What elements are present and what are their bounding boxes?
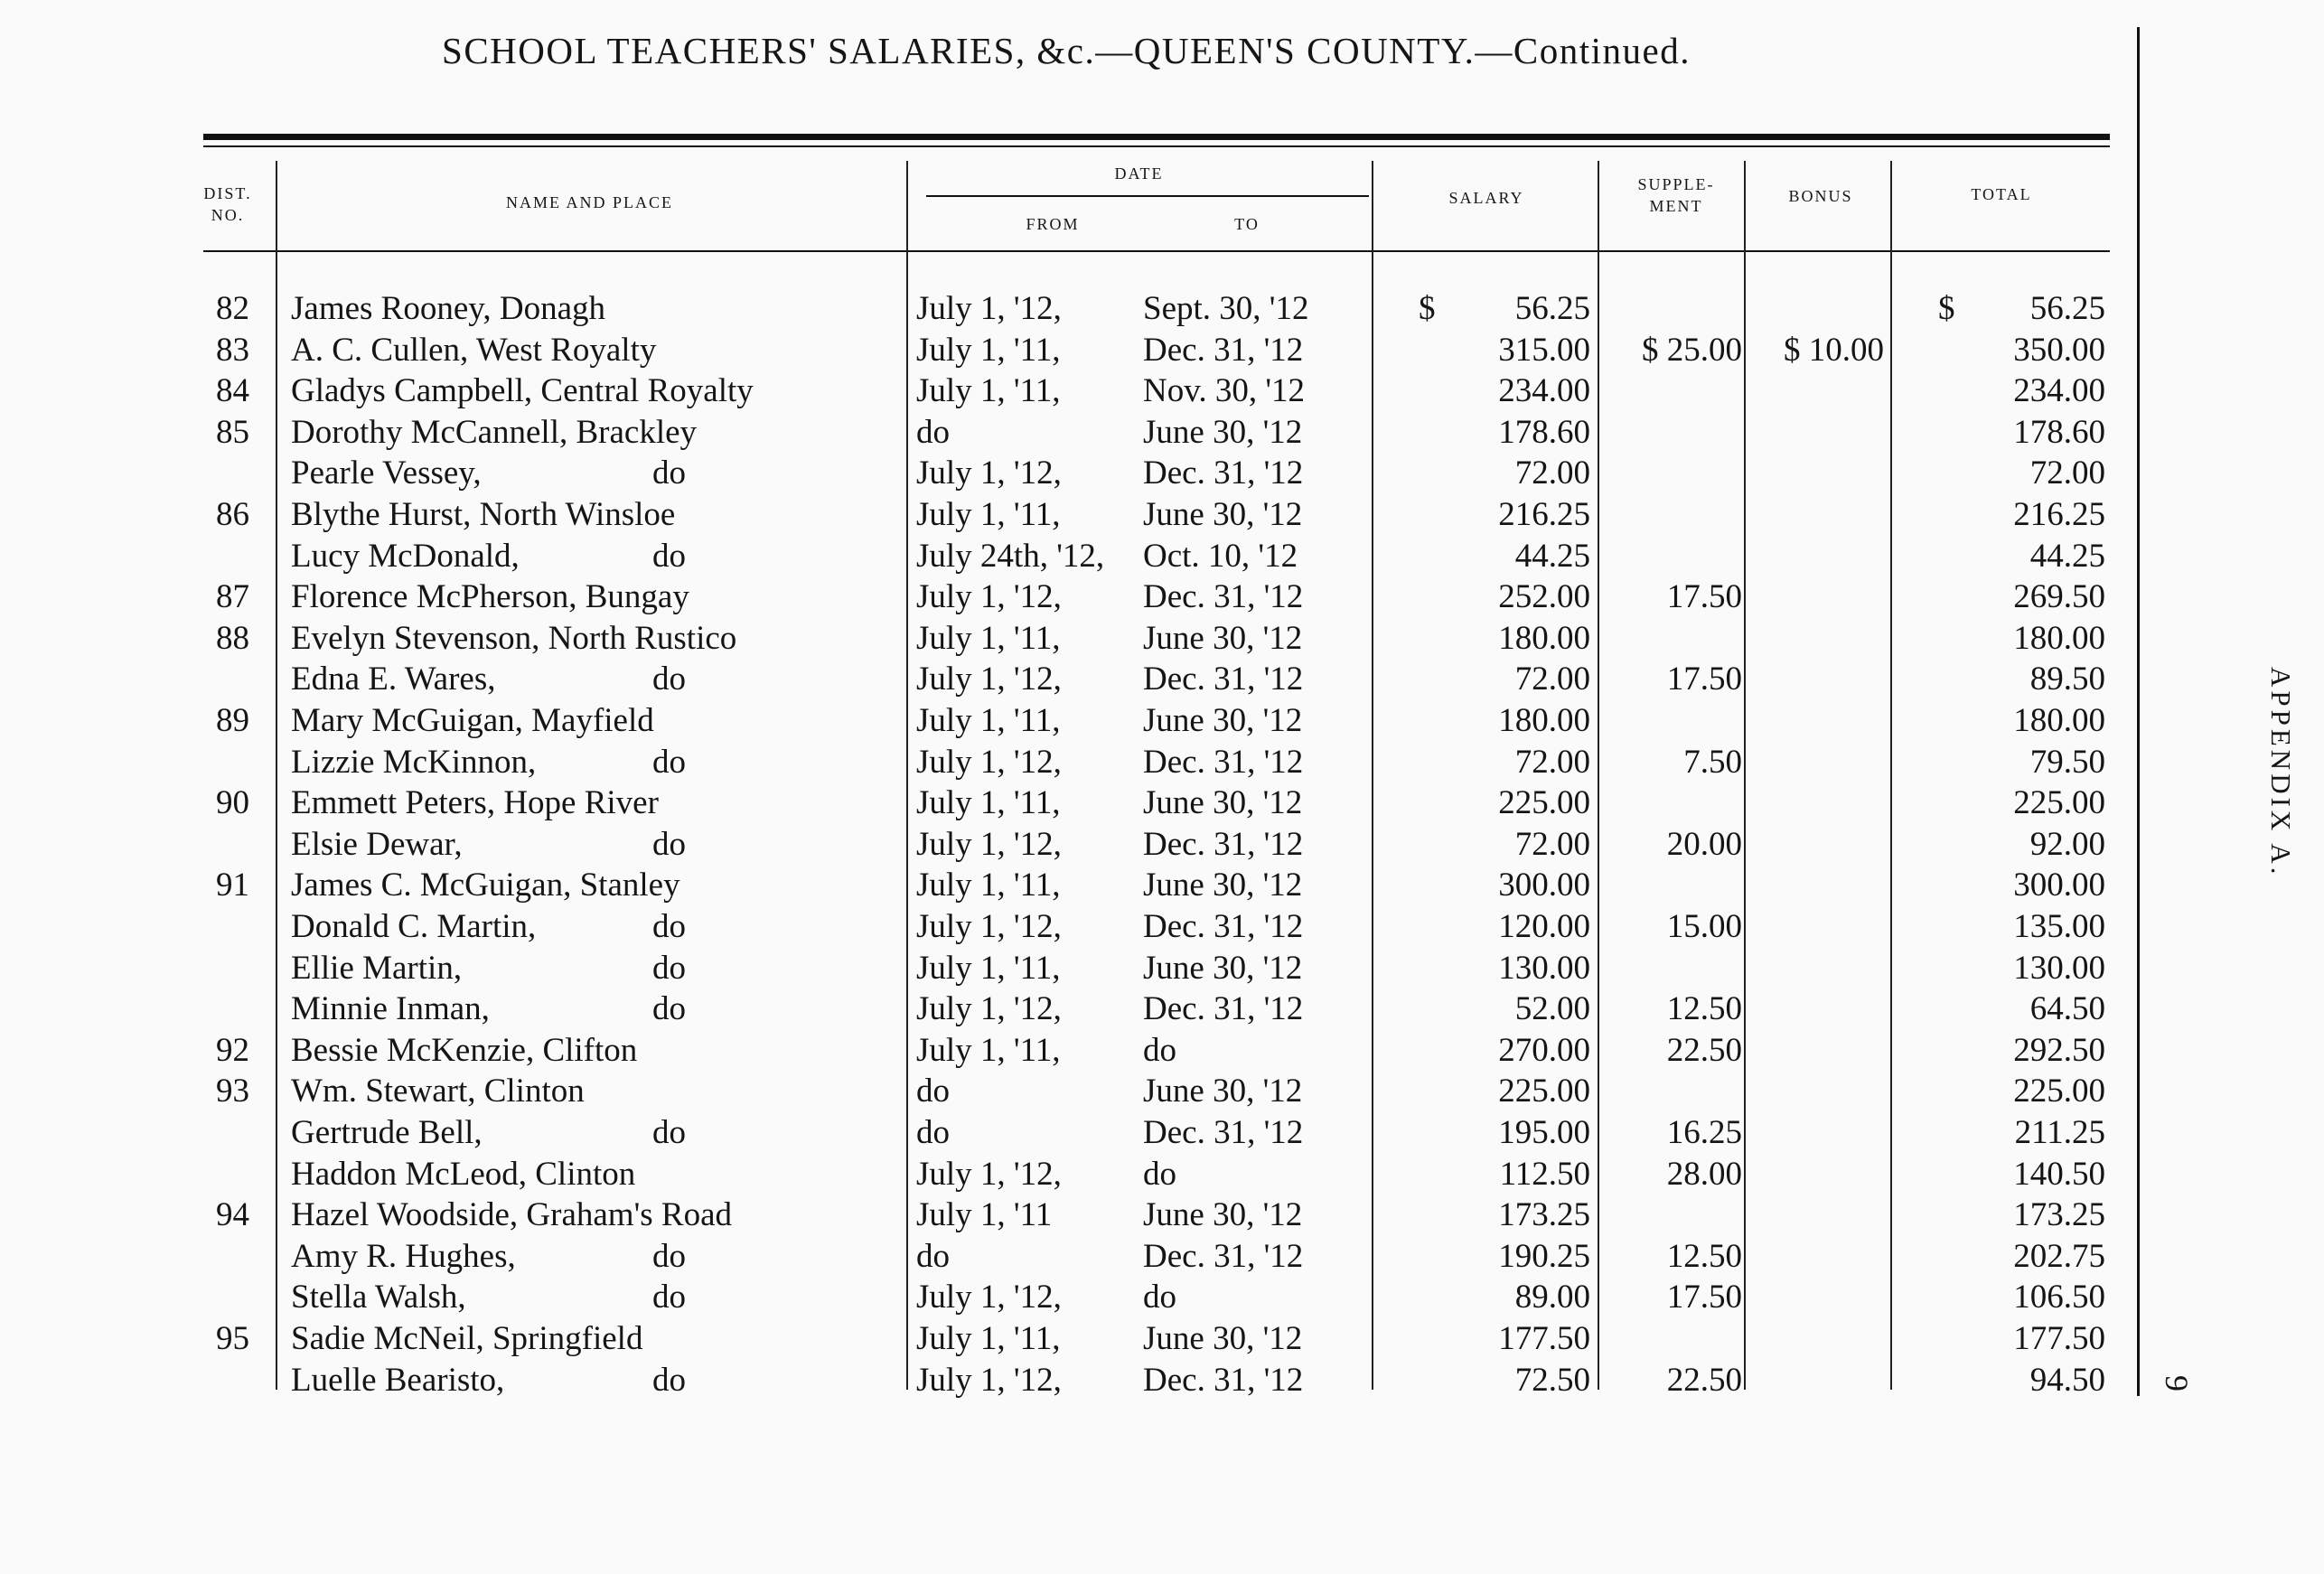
table-row <box>0 1195 2169 1235</box>
salary-value: 44.25 <box>1514 537 1590 575</box>
date-from: do <box>916 1114 950 1151</box>
total-value: 292.50 <box>2013 1031 2105 1069</box>
place-ditto: do <box>652 949 686 987</box>
salary-value: 56.25 <box>1514 290 1590 327</box>
date-from: July 1, '11, <box>916 331 1061 369</box>
date-to: June 30, '12 <box>1143 784 1303 822</box>
total-value: 180.00 <box>2013 702 2105 739</box>
supplement-value: 20.00 <box>1666 825 1742 863</box>
date-to: Dec. 31, '12 <box>1143 825 1304 863</box>
dist-number: 93 <box>216 1073 249 1110</box>
supplement-value: 12.50 <box>1666 990 1742 1028</box>
table-row <box>0 1154 2169 1195</box>
supplement-value: 7.50 <box>1683 743 1742 781</box>
date-from: July 1, '11, <box>916 619 1061 657</box>
dist-number: 95 <box>216 1320 249 1357</box>
teacher-name: Minnie Inman, <box>291 990 490 1028</box>
total-value: 177.50 <box>2013 1320 2105 1357</box>
supplement-value: 16.25 <box>1666 1114 1742 1151</box>
date-to: June 30, '12 <box>1143 619 1303 657</box>
teacher-name: Wm. Stewart, Clinton <box>291 1073 585 1110</box>
table-row <box>0 1318 2169 1359</box>
salary-value: 234.00 <box>1498 372 1590 410</box>
table-row <box>0 782 2169 823</box>
salary-value: 216.25 <box>1498 496 1590 533</box>
teacher-name: Luelle Bearisto, <box>291 1361 505 1399</box>
teacher-name: Blythe Hurst, North Winsloe <box>291 496 676 533</box>
total-dollar-sign: $ <box>1938 290 1955 327</box>
salary-value: 252.00 <box>1498 578 1590 616</box>
date-to: Dec. 31, '12 <box>1143 454 1304 492</box>
date-from: July 1, '12, <box>916 290 1062 327</box>
salary-value: 72.00 <box>1514 743 1590 781</box>
place-ditto: do <box>652 1361 686 1399</box>
table-row <box>0 370 2169 411</box>
date-to: June 30, '12 <box>1143 496 1303 533</box>
date-from: July 1, '12, <box>916 1361 1062 1399</box>
salary-value: 72.50 <box>1514 1361 1590 1399</box>
total-value: 180.00 <box>2013 619 2105 657</box>
total-value: 178.60 <box>2013 413 2105 451</box>
page-number: 9 <box>2159 1375 2195 1391</box>
table-row <box>0 1112 2169 1153</box>
date-to: Nov. 30, '12 <box>1143 372 1305 410</box>
date-from: July 1, '11, <box>916 496 1061 533</box>
dist-number: 85 <box>216 413 249 451</box>
teacher-name: Dorothy McCannell, Brackley <box>291 413 698 451</box>
date-to: June 30, '12 <box>1143 413 1303 451</box>
salary-value: 178.60 <box>1498 413 1590 451</box>
table-row <box>0 1030 2169 1071</box>
total-value: 202.75 <box>2013 1237 2105 1275</box>
header-bonus: BONUS <box>1788 187 1853 205</box>
page-title: SCHOOL TEACHERS' SALARIES, &c.—QUEEN'S COUNTY.—Continued. <box>442 30 1691 71</box>
header-top-rule-thin <box>203 145 2110 147</box>
teacher-name: Edna E. Wares, <box>291 661 496 698</box>
total-value: 140.50 <box>2013 1155 2105 1193</box>
date-to: do <box>1143 1279 1176 1316</box>
place-ditto: do <box>652 990 686 1028</box>
dist-number: 87 <box>216 578 249 616</box>
table-row <box>0 453 2169 493</box>
teacher-name: Bessie McKenzie, Clifton <box>291 1031 638 1069</box>
place-ditto: do <box>652 1279 686 1316</box>
table-row <box>0 659 2169 699</box>
header-top-rule-thick <box>203 134 2110 140</box>
place-ditto: do <box>652 908 686 945</box>
date-from: July 1, '11, <box>916 1320 1061 1357</box>
salary-value: 315.00 <box>1498 331 1590 369</box>
supplement-value: 28.00 <box>1666 1155 1742 1193</box>
teacher-name: Florence McPherson, Bungay <box>291 578 689 616</box>
dist-number: 94 <box>216 1196 249 1234</box>
total-value: 79.50 <box>2029 743 2105 781</box>
dist-number: 90 <box>216 784 249 822</box>
total-value: 89.50 <box>2029 661 2105 698</box>
teacher-name: Elsie Dewar, <box>291 825 463 863</box>
header-supplement-line2: MENT <box>1649 197 1703 215</box>
date-from: July 1, '11, <box>916 372 1061 410</box>
date-to: June 30, '12 <box>1143 702 1303 739</box>
teacher-name: Stella Walsh, <box>291 1279 466 1316</box>
table-row <box>0 865 2169 905</box>
date-from: do <box>916 1237 950 1275</box>
date-to: Dec. 31, '12 <box>1143 908 1304 945</box>
supplement-value: 17.50 <box>1666 1279 1742 1316</box>
date-from: July 1, '12, <box>916 1279 1062 1316</box>
total-value: 135.00 <box>2013 908 2105 945</box>
salary-dollar-sign: $ <box>1419 290 1436 327</box>
total-value: 225.00 <box>2013 784 2105 822</box>
total-value: 216.25 <box>2013 496 2105 533</box>
total-value: 350.00 <box>2013 331 2105 369</box>
teacher-name: Haddon McLeod, Clinton <box>291 1155 636 1193</box>
teacher-name: Emmett Peters, Hope River <box>291 784 659 822</box>
date-to: Dec. 31, '12 <box>1143 1361 1304 1399</box>
date-from: do <box>916 413 950 451</box>
total-value: 130.00 <box>2013 949 2105 987</box>
dist-number: 83 <box>216 331 249 369</box>
teacher-name: Hazel Woodside, Graham's Road <box>291 1196 732 1234</box>
salary-value: 180.00 <box>1498 702 1590 739</box>
date-to: Dec. 31, '12 <box>1143 578 1304 616</box>
date-from: July 1, '11, <box>916 867 1061 904</box>
header-from: FROM <box>1026 215 1080 233</box>
place-ditto: do <box>652 743 686 781</box>
date-to: Dec. 31, '12 <box>1143 661 1304 698</box>
supplement-value: 22.50 <box>1666 1031 1742 1069</box>
date-from: July 1, '11, <box>916 702 1061 739</box>
total-value: 234.00 <box>2013 372 2105 410</box>
table-row <box>0 330 2169 370</box>
table-row <box>0 1071 2169 1111</box>
header-supplement <box>1604 173 1748 217</box>
supplement-value: 12.50 <box>1666 1237 1742 1275</box>
date-to: do <box>1143 1031 1176 1069</box>
teacher-name: Gertrude Bell, <box>291 1114 483 1151</box>
total-value: 300.00 <box>2013 867 2105 904</box>
total-value: 211.25 <box>2014 1114 2105 1151</box>
total-value: 269.50 <box>2013 578 2105 616</box>
salary-value: 173.25 <box>1498 1196 1590 1234</box>
salary-value: 225.00 <box>1498 784 1590 822</box>
date-to: do <box>1143 1155 1176 1193</box>
dist-number: 82 <box>216 290 249 327</box>
header-date-underline <box>926 195 1369 197</box>
date-to: Oct. 10, '12 <box>1143 537 1298 575</box>
salary-value: 52.00 <box>1514 990 1590 1028</box>
total-value: 225.00 <box>2013 1073 2105 1110</box>
teacher-name: James C. McGuigan, Stanley <box>291 867 680 904</box>
teacher-name: Lucy McDonald, <box>291 537 520 575</box>
total-value: 92.00 <box>2029 825 2105 863</box>
salary-value: 130.00 <box>1498 949 1590 987</box>
table-row <box>0 288 2169 329</box>
salary-value: 177.50 <box>1498 1320 1590 1357</box>
total-value: 106.50 <box>2013 1279 2105 1316</box>
header-name-place: NAME AND PLACE <box>505 193 673 211</box>
header-salary: SALARY <box>1448 189 1524 207</box>
dist-number: 86 <box>216 496 249 533</box>
table-row <box>0 700 2169 741</box>
salary-value: 89.00 <box>1514 1279 1590 1316</box>
date-to: June 30, '12 <box>1143 867 1303 904</box>
teacher-name: James Rooney, Donagh <box>291 290 606 327</box>
date-to: Dec. 31, '12 <box>1143 990 1304 1028</box>
date-from: July 1, '11, <box>916 784 1061 822</box>
table-row <box>0 494 2169 535</box>
salary-value: 72.00 <box>1514 454 1590 492</box>
teacher-name: Amy R. Hughes, <box>291 1237 516 1275</box>
teacher-name: Sadie McNeil, Springfield <box>291 1320 643 1357</box>
date-to: Dec. 31, '12 <box>1143 331 1304 369</box>
supplement-value: 17.50 <box>1666 661 1742 698</box>
dist-number: 88 <box>216 619 249 657</box>
salary-value: 225.00 <box>1498 1073 1590 1110</box>
date-to: June 30, '12 <box>1143 1073 1303 1110</box>
date-from: July 1, '12, <box>916 454 1062 492</box>
place-ditto: do <box>652 661 686 698</box>
table-row <box>0 906 2169 947</box>
appendix-label: APPENDIX A. <box>2265 667 2297 878</box>
header-supplement-line1: SUPPLE- <box>1637 175 1715 193</box>
header-to: TO <box>1234 215 1260 233</box>
date-to: Sept. 30, '12 <box>1143 290 1309 327</box>
table-row <box>0 742 2169 782</box>
total-value: 64.50 <box>2029 990 2105 1028</box>
salary-value: 72.00 <box>1514 825 1590 863</box>
teacher-name: Donald C. Martin, <box>291 908 537 945</box>
total-value: 173.25 <box>2013 1196 2105 1234</box>
header-total: TOTAL <box>1971 185 2032 203</box>
date-from: do <box>916 1073 950 1110</box>
header-dist-line1: DIST. <box>203 184 252 202</box>
date-from: July 1, '12, <box>916 578 1062 616</box>
supplement-value: 15.00 <box>1666 908 1742 945</box>
dist-number: 91 <box>216 867 249 904</box>
table-row <box>0 824 2169 865</box>
salary-value: 180.00 <box>1498 619 1590 657</box>
table-row <box>0 1277 2169 1317</box>
table-row <box>0 536 2169 576</box>
teacher-name: Pearle Vessey, <box>291 454 482 492</box>
dist-number: 84 <box>216 372 249 410</box>
total-value: 56.25 <box>2029 290 2105 327</box>
salary-value: 72.00 <box>1514 661 1590 698</box>
table-row <box>0 576 2169 617</box>
date-from: July 24th, '12, <box>916 537 1105 575</box>
teacher-name: Ellie Martin, <box>291 949 463 987</box>
table-row <box>0 618 2169 659</box>
total-value: 94.50 <box>2029 1361 2105 1399</box>
salary-value: 270.00 <box>1498 1031 1590 1069</box>
table-row <box>0 1360 2169 1401</box>
header-dist-no <box>192 183 264 226</box>
teacher-name: Lizzie McKinnon, <box>291 743 537 781</box>
salary-value: 120.00 <box>1498 908 1590 945</box>
place-ditto: do <box>652 825 686 863</box>
table-row <box>0 1236 2169 1277</box>
table-row <box>0 988 2169 1029</box>
supplement-value: 17.50 <box>1666 578 1742 616</box>
date-from: July 1, '11, <box>916 949 1061 987</box>
date-to: Dec. 31, '12 <box>1143 743 1304 781</box>
header-bottom-rule <box>203 250 2110 252</box>
teacher-name: Evelyn Stevenson, North Rustico <box>291 619 737 657</box>
dist-number: 92 <box>216 1031 249 1069</box>
total-value: 72.00 <box>2029 454 2105 492</box>
date-from: July 1, '12, <box>916 743 1062 781</box>
date-to: June 30, '12 <box>1143 1320 1303 1357</box>
date-to: Dec. 31, '12 <box>1143 1237 1304 1275</box>
salary-value: 190.25 <box>1498 1237 1590 1275</box>
place-ditto: do <box>652 1114 686 1151</box>
dist-number: 89 <box>216 702 249 739</box>
date-to: June 30, '12 <box>1143 1196 1303 1234</box>
date-from: July 1, '12, <box>916 661 1062 698</box>
bonus-value: $ 10.00 <box>1784 331 1884 369</box>
date-from: July 1, '12, <box>916 825 1062 863</box>
table-row <box>0 948 2169 988</box>
date-to: Dec. 31, '12 <box>1143 1114 1304 1151</box>
date-from: July 1, '12, <box>916 908 1062 945</box>
teacher-name: Mary McGuigan, Mayfield <box>291 702 654 739</box>
teacher-name: A. C. Cullen, West Royalty <box>291 331 657 369</box>
date-from: July 1, '12, <box>916 1155 1062 1193</box>
supplement-value: 22.50 <box>1666 1361 1742 1399</box>
salary-value: 112.50 <box>1499 1155 1590 1193</box>
header-date: DATE <box>1114 164 1164 183</box>
supplement-value: $ 25.00 <box>1642 331 1742 369</box>
place-ditto: do <box>652 537 686 575</box>
teacher-name: Gladys Campbell, Central Royalty <box>291 372 754 410</box>
total-value: 44.25 <box>2029 537 2105 575</box>
salary-value: 195.00 <box>1498 1114 1590 1151</box>
date-from: July 1, '11 <box>916 1196 1053 1234</box>
salary-value: 300.00 <box>1498 867 1590 904</box>
header-dist-line2: NO. <box>211 206 245 224</box>
table-row <box>0 412 2169 453</box>
date-to: June 30, '12 <box>1143 949 1303 987</box>
date-from: July 1, '11, <box>916 1031 1061 1069</box>
date-from: July 1, '12, <box>916 990 1062 1028</box>
place-ditto: do <box>652 454 686 492</box>
place-ditto: do <box>652 1237 686 1275</box>
